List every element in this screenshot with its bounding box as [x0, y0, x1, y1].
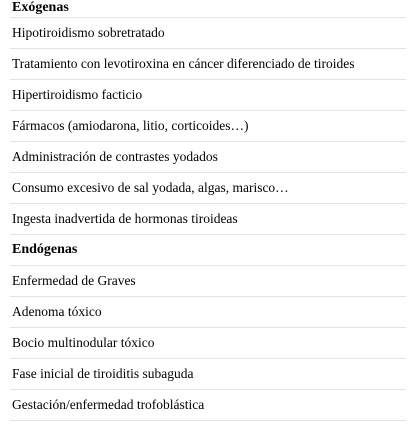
table-row: Ingesta inadvertida de hormonas tiroideas: [10, 204, 406, 235]
table-row: Gestación/enfermedad trofoblástica: [10, 390, 406, 421]
table-row: Enfermedad de Graves: [10, 266, 406, 297]
causes-table: [10, 1, 406, 421]
table-row: Administración de contrastes yodados: [10, 142, 406, 173]
table-row: Fase inicial de tiroiditis subaguda: [10, 359, 406, 390]
group-heading-endogenous: Endógenas: [10, 235, 406, 266]
table-row: Tratamiento con levotiroxina en cáncer diferenciado de tiroides: [10, 49, 406, 80]
table-row: Hipertiroidismo facticio: [10, 80, 406, 111]
group-heading-exogenous: Exógenas: [10, 1, 406, 18]
table-row: Fármacos (amiodarona, litio, corticoides…): [10, 111, 406, 142]
table-row: Consumo excesivo de sal yodada, algas, marisco…: [10, 173, 406, 204]
table-row: Bocio multinodular tóxico: [10, 328, 406, 359]
table-row: Adenoma tóxico: [10, 297, 406, 328]
table-row: Hipotiroidismo sobretratado: [10, 18, 406, 49]
